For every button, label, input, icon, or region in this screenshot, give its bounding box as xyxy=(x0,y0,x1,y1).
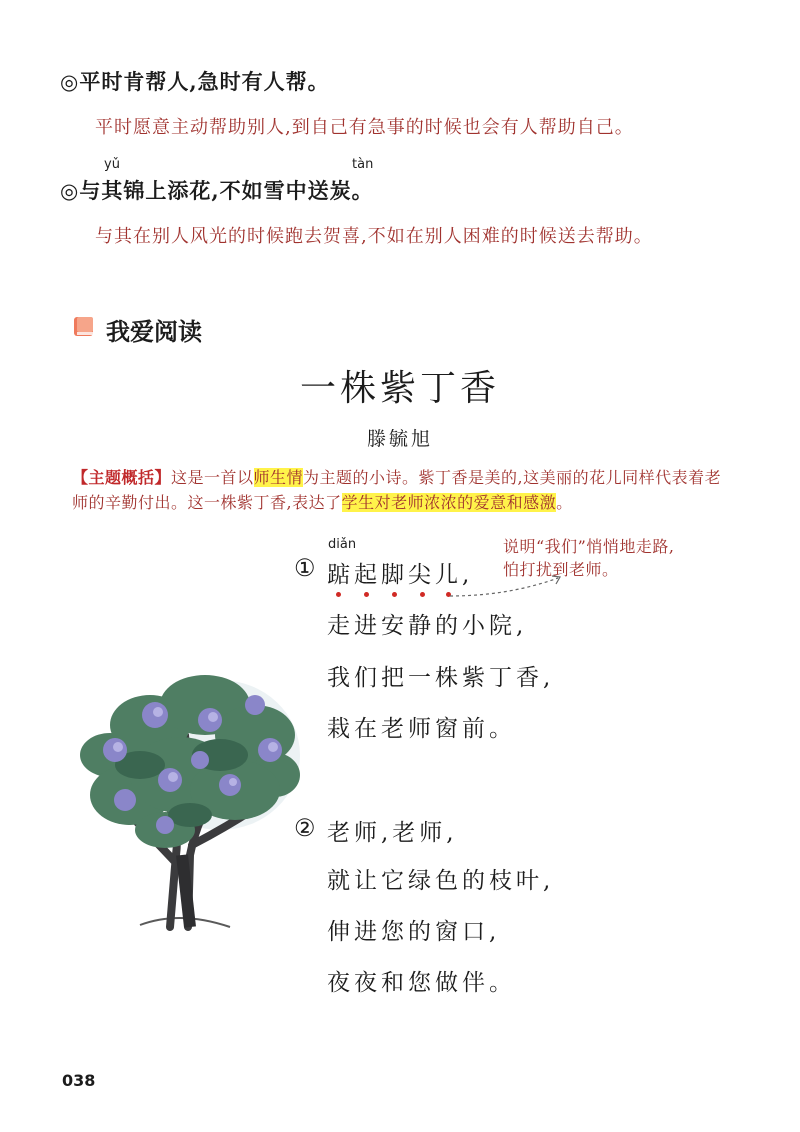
stanza-2-line-3: 伸进您的窗口, xyxy=(327,919,501,945)
emphasis-dot xyxy=(392,592,397,597)
stanza-2-line-1: 老师,老师, xyxy=(327,820,458,846)
summary-highlight-2: 学生对老师浓浓的爱意和感激 xyxy=(341,493,557,512)
stanza-2-line-4: 夜夜和您做伴。 xyxy=(327,970,516,996)
poem-title: 一株紫丁香 xyxy=(299,368,500,409)
annotation-line-1: 说明“我们”悄悄地走路, xyxy=(503,537,675,556)
theme-summary xyxy=(72,465,732,515)
page-number: 038 xyxy=(62,1071,96,1090)
stanza-1-line-1: 踮起脚尖儿, xyxy=(327,562,474,588)
lilac-tree-illustration xyxy=(70,665,310,945)
emphasis-dot xyxy=(336,592,341,597)
summary-part2: 为主题的小诗。紫丁香是美的,这美丽的花儿同样代表着老师的辛勤付出。这一株紫丁香,表达了 xyxy=(72,468,722,512)
pinyin-tan: tàn xyxy=(352,157,374,172)
proverb-2 xyxy=(60,175,374,205)
proverb-2-text: 与其锦上添花,不如雪中送炭。 xyxy=(79,178,374,203)
book-icon xyxy=(72,314,96,338)
proverb-1-text: 平时肯帮人,急时有人帮。 xyxy=(79,69,330,94)
section-title: 我爱阅读 xyxy=(106,318,202,346)
stanza-2-number: ② xyxy=(294,814,316,842)
stanza-1-line-4: 栽在老师窗前。 xyxy=(327,716,516,742)
pinyin-yu: yǔ xyxy=(104,157,120,172)
stanza-2-line-2: 就让它绿色的枝叶, xyxy=(327,868,555,894)
proverb-2-explanation: 与其在别人风光的时候跑去贺喜,不如在别人困难的时候送去帮助。 xyxy=(95,226,653,247)
summary-highlight-1: 师生情 xyxy=(253,468,304,487)
annotation-line-2: 怕打扰到老师。 xyxy=(503,560,619,579)
annotation-arrow xyxy=(448,572,568,602)
stanza-1-number: ① xyxy=(294,554,316,582)
emphasis-dot xyxy=(364,592,369,597)
proverb-1 xyxy=(60,66,330,96)
proverb-1-mark: ◎ xyxy=(60,69,80,94)
poem-author: 滕毓旭 xyxy=(366,428,433,450)
stanza-1-line-3: 我们把一株紫丁香, xyxy=(327,665,555,691)
stanza-1-line-2: 走进安静的小院, xyxy=(327,613,528,639)
summary-tag: 【主题概括】 xyxy=(72,468,172,487)
pinyin-dian: diǎn xyxy=(328,537,357,552)
summary-part3: 。 xyxy=(556,493,573,512)
emphasis-dot xyxy=(420,592,425,597)
summary-part1: 这是一首以 xyxy=(171,468,254,487)
proverb-2-mark: ◎ xyxy=(60,178,80,203)
proverb-1-explanation: 平时愿意主动帮助别人,到自己有急事的时候也会有人帮助自己。 xyxy=(95,117,634,138)
